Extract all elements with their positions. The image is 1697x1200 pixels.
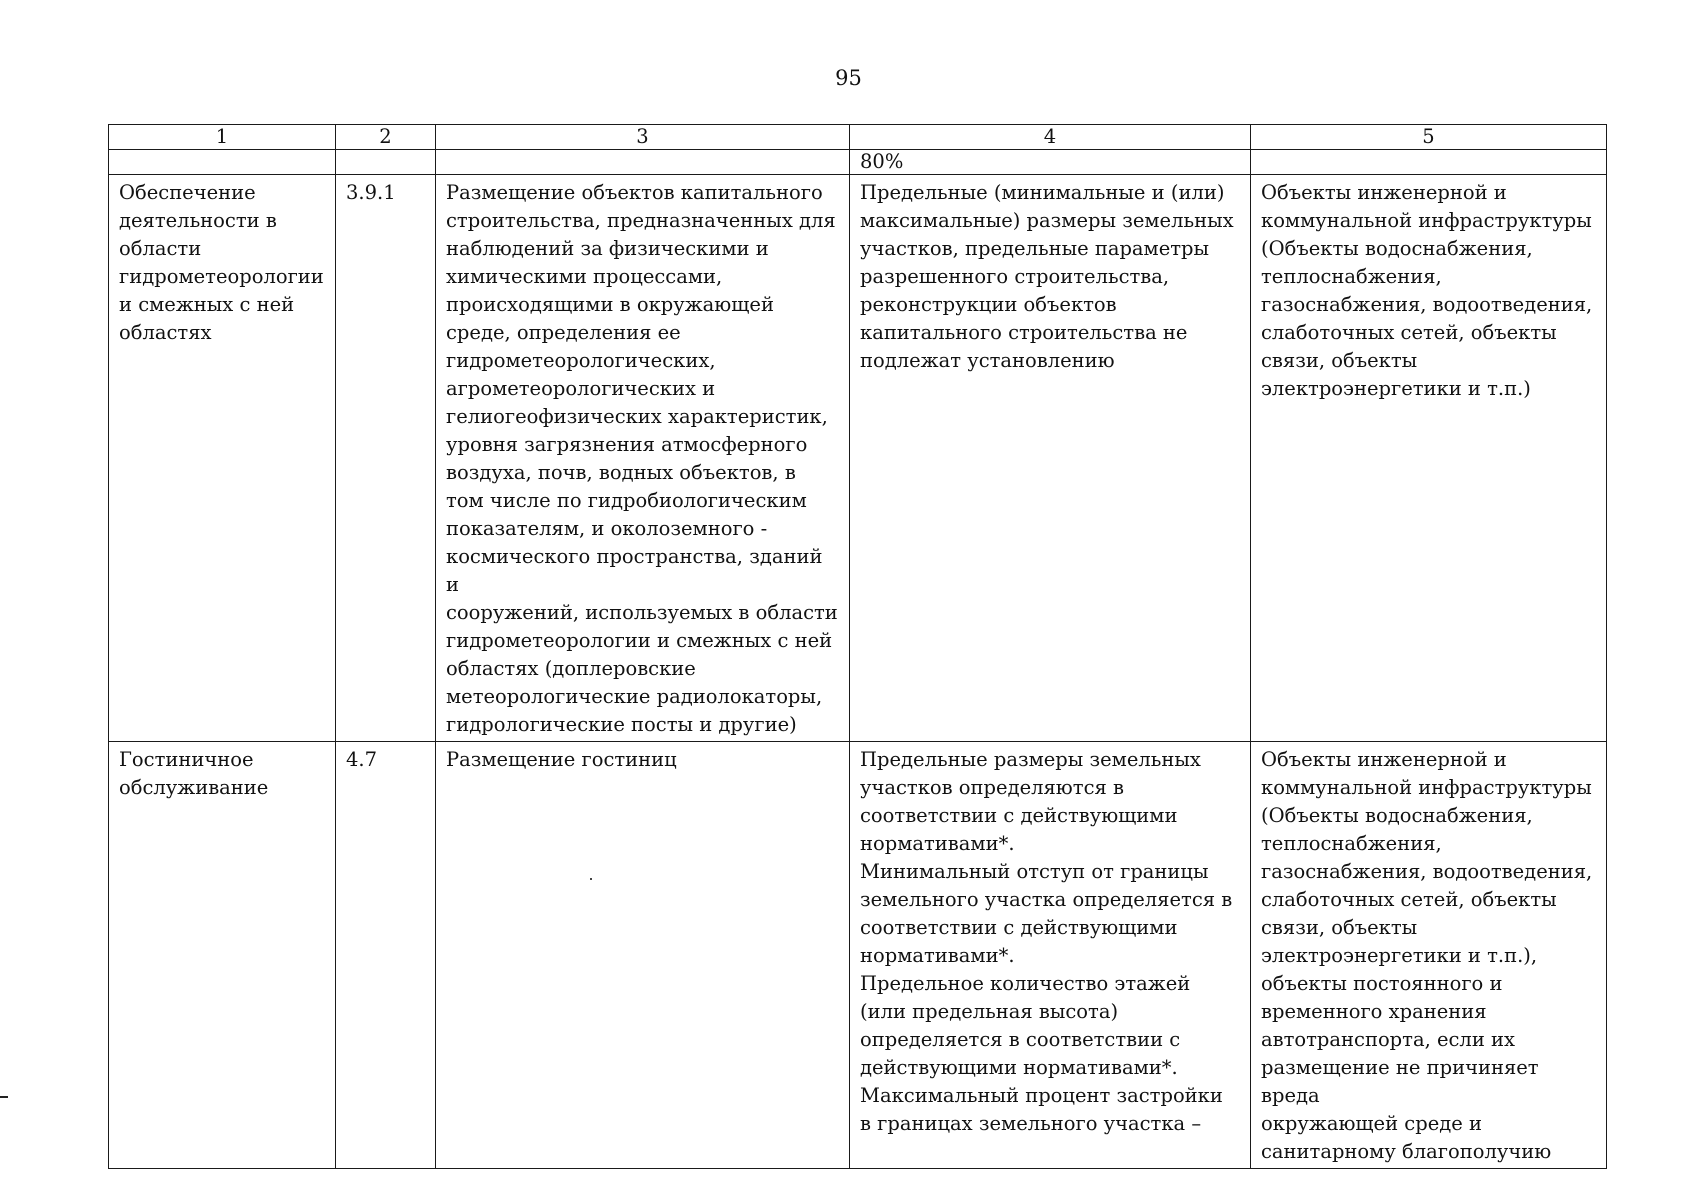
use-type-name: Обеспечение деятельности в области гидрометеорологии и смежных с ней областях: [109, 175, 336, 742]
auxiliary-uses: Объекты инженерной и коммунальной инфраструктуры (Объекты водоснабжения, теплоснабжения, газоснабжения, водоотведения, слаботочных сетей, объекты связи, объекты электроэнергетики и т.п.), объекты постоянного и временного хранения автотранспорта, если их размещение не причиняет вреда окружающей среде и санитарному благополучию: [1251, 742, 1607, 1169]
construction-parameters: Предельные (минимальные и (или) максимальные) размеры земельных участков, предельные параметры разрешенного строительства, реконструкции объектов капитального строительства не подлежат установлению: [850, 175, 1251, 742]
column-header-2: 2: [336, 125, 436, 150]
column-header-4: 4: [850, 125, 1251, 150]
table-row: [109, 175, 1607, 742]
use-type-code: 4.7: [336, 742, 436, 1169]
continuation-cell-2: [336, 150, 436, 175]
continuation-row: [109, 150, 1607, 175]
table-row: [109, 742, 1607, 1169]
column-header-5: 5: [1251, 125, 1607, 150]
land-use-table: [108, 124, 1607, 1169]
column-number-row: [109, 125, 1607, 150]
auxiliary-uses: Объекты инженерной и коммунальной инфраструктуры (Объекты водоснабжения, теплоснабжения, газоснабжения, водоотведения, слаботочных сетей, объекты связи, объекты электроэнергетики и т.п.): [1251, 175, 1607, 742]
use-type-code: 3.9.1: [336, 175, 436, 742]
continuation-cell-4: 80%: [850, 150, 1251, 175]
continuation-cell-5: [1251, 150, 1607, 175]
scan-margin-mark: [0, 1096, 8, 1098]
continuation-cell-1: [109, 150, 336, 175]
use-type-name: Гостиничное обслуживание: [109, 742, 336, 1169]
continuation-cell-3: [436, 150, 850, 175]
construction-parameters: Предельные размеры земельных участков определяются в соответствии с действующими нормативами*. Минимальный отступ от границы земельного участка определяется в соответствии с действующими нормативами*. Предельное количество этажей (или предельная высота) определяется в соответствии с действующими нормативами*. Максимальный процент застройки в границах земельного участка –: [850, 742, 1251, 1169]
use-type-description: Размещение объектов капитального строительства, предназначенных для наблюдений за физическими и химическими процессами, происходящими в окружающей среде, определения ее гидрометеорологических, агрометеорологических и гелиогеофизических характеристик, уровня загрязнения атмосферного воздуха, почв, водных объектов, в том числе по гидробиологическим показателям, и околоземного - космического пространства, зданий и сооружений, используемых в области гидрометеорологии и смежных с ней областях (доплеровские метеорологические радиолокаторы, гидрологические посты и другие): [436, 175, 850, 742]
use-type-description: Размещение гостиниц: [436, 742, 850, 1169]
scan-speck: [590, 878, 592, 880]
page-number: 95: [835, 66, 862, 90]
column-header-1: 1: [109, 125, 336, 150]
column-header-3: 3: [436, 125, 850, 150]
